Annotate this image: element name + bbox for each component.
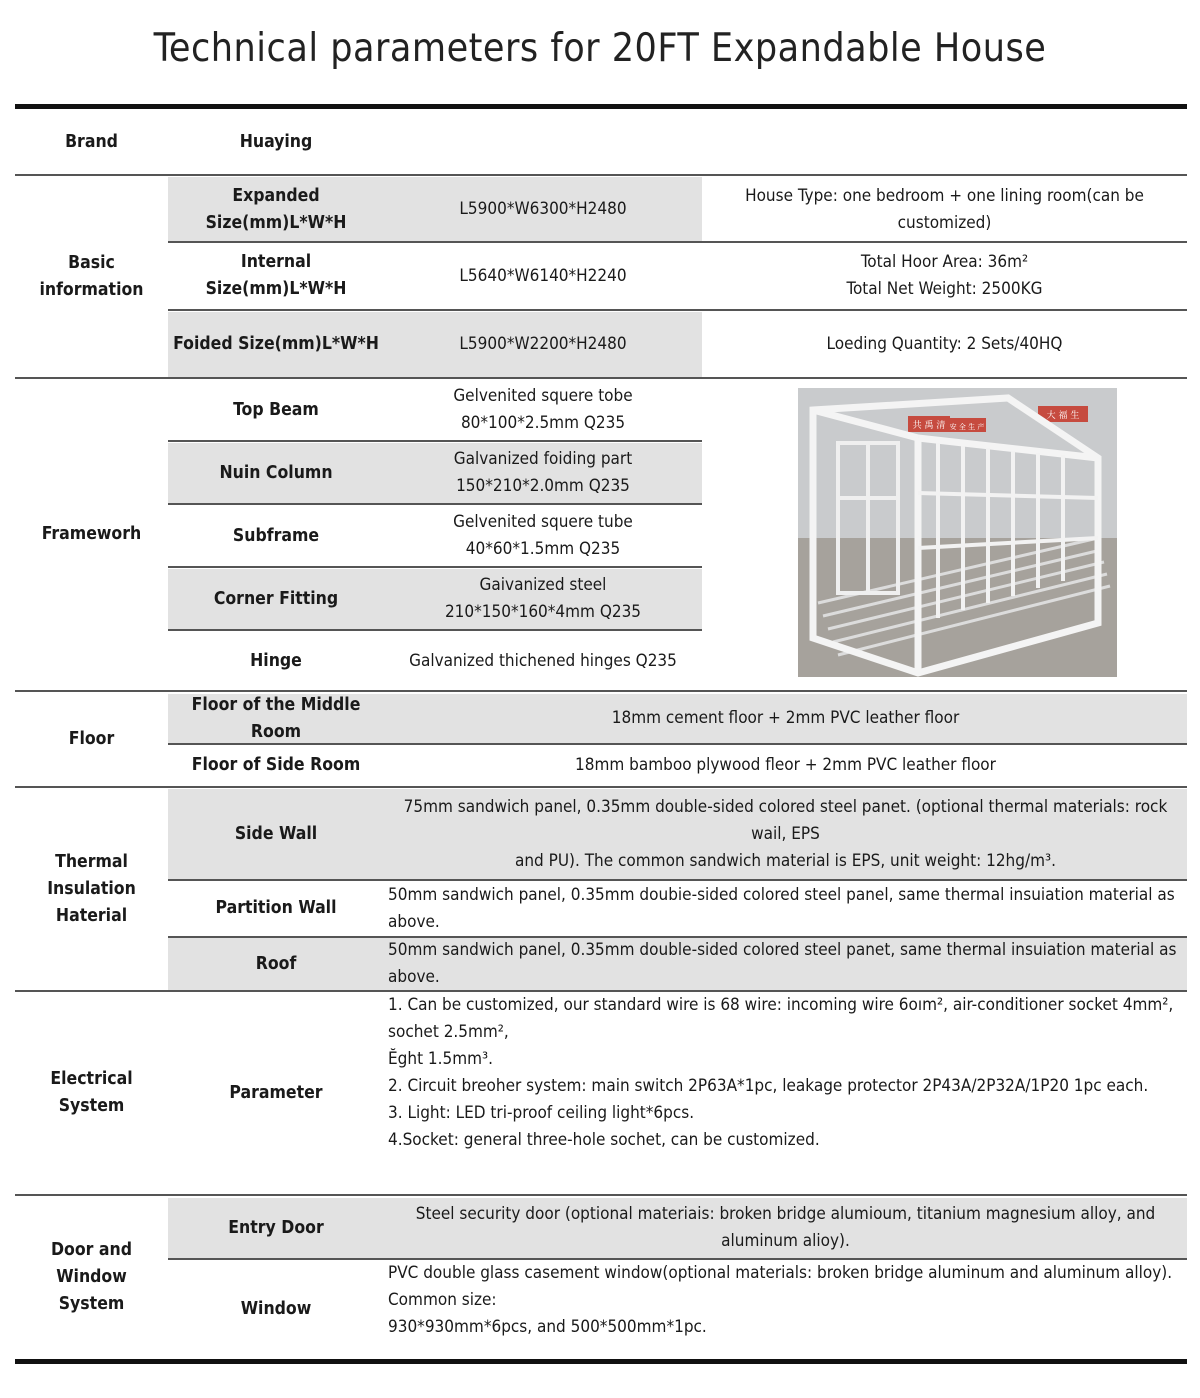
electrical-parameter-spec bbox=[388, 992, 1187, 1194]
electrical-category bbox=[15, 992, 168, 1194]
partition-wall-label: Partition Wall bbox=[215, 898, 337, 918]
folded-size-value: L5900*W2200*H2480 bbox=[459, 334, 627, 354]
category-line: Door and bbox=[50, 1240, 133, 1260]
floor-category: Floor bbox=[68, 728, 115, 749]
roof-label: Roof bbox=[255, 953, 297, 974]
framework-photo bbox=[798, 388, 1117, 677]
divider bbox=[168, 629, 702, 631]
steel-frame-illustration bbox=[798, 388, 1117, 677]
side-wall-spec bbox=[384, 789, 1187, 879]
loading-quantity-note: Loeding Quantity: 2 Sets/40HQ bbox=[826, 334, 1063, 354]
spec-line: PVC double glass casement window(optional materials: broken bridge aluminum and aluminum alloy). Common size: bbox=[388, 1263, 1173, 1310]
entry-door-spec: Steel security door (optional materiais: broken bridge alumioum, titanium magnesium alloy, and aluminum alioy). bbox=[415, 1204, 1156, 1251]
window-spec bbox=[388, 1260, 1187, 1359]
divider bbox=[168, 440, 702, 442]
top-beam-spec bbox=[384, 380, 702, 440]
spec-line: Gelvenited squere tube bbox=[453, 512, 633, 532]
divider bbox=[15, 786, 1187, 788]
divider bbox=[168, 309, 1187, 311]
divider bbox=[168, 566, 702, 568]
house-type-note: House Type: one bedroom + one lining room(can be customized) bbox=[745, 185, 1144, 233]
corner-fitting-spec bbox=[384, 569, 702, 629]
main-column-label: Nuin Column bbox=[219, 462, 333, 483]
category-line: System bbox=[58, 1294, 125, 1314]
top-rule bbox=[15, 104, 1187, 109]
hinge-label: Hinge bbox=[250, 650, 302, 671]
spec-line: Ĕght 1.5mm³. bbox=[388, 1049, 494, 1069]
middle-room-floor-label: Floor of the Middle Room bbox=[191, 694, 361, 742]
divider bbox=[168, 503, 702, 505]
category-line: System bbox=[58, 1096, 125, 1116]
spec-line: Galvanized foiding part bbox=[453, 449, 633, 469]
photo-sign: 安 全 生 产 bbox=[949, 423, 985, 431]
spec-line: 150*210*2.0mm Q235 bbox=[456, 476, 630, 496]
category-line: Thermal bbox=[55, 851, 128, 872]
floor-area-text: Total Hoor Area: 36m² bbox=[860, 252, 1029, 272]
divider bbox=[15, 1194, 1187, 1196]
spec-line: Gelvenited squere tobe bbox=[453, 386, 633, 406]
photo-sign: 大 福 生 bbox=[1046, 411, 1080, 421]
window-label: Window bbox=[240, 1299, 312, 1319]
thermal-insulation-category bbox=[15, 788, 168, 990]
door-window-category bbox=[15, 1196, 168, 1359]
bottom-rule bbox=[15, 1359, 1187, 1364]
basic-info-category: Basic information bbox=[39, 252, 144, 300]
category-line: Electrical bbox=[50, 1069, 133, 1089]
spec-line: 3. Light: LED tri-proof ceiling light*6pcs. bbox=[388, 1103, 695, 1123]
corner-fitting-label: Corner Fitting bbox=[213, 588, 339, 609]
brand-value: Huaying bbox=[239, 131, 313, 152]
category-line: Haterial bbox=[55, 905, 128, 926]
spec-line: 2. Circuit breoher system: main switch 2P63A*1pc, leakage protector 2P43A/2P32A/1P20 1pc each. bbox=[388, 1076, 1149, 1096]
spec-line: 75mm sandwich panel, 0.35mm double-sided colored steel panet. (optional thermal materials: rock wail, EPS bbox=[403, 796, 1168, 844]
parameter-label: Parameter bbox=[229, 1082, 323, 1103]
spec-line: 930*930mm*6pcs, and 500*500mm*1pc. bbox=[388, 1317, 707, 1337]
spec-line: 40*60*1.5mm Q235 bbox=[465, 539, 621, 559]
internal-size-label: Internal Size(mm)L*W*H bbox=[205, 252, 347, 299]
expanded-size-label: Expanded Size(mm)L*W*H bbox=[205, 185, 347, 233]
page-title: Technical parameters for 20FT Expandable House bbox=[153, 26, 1047, 71]
expanded-size-value: L5900*W6300*H2480 bbox=[459, 199, 627, 219]
internal-size-value: L5640*W6140*H2240 bbox=[459, 265, 627, 286]
subframe-spec bbox=[384, 506, 702, 566]
brand-label: Brand bbox=[65, 131, 118, 152]
area-weight-note bbox=[702, 243, 1187, 309]
folded-size-label: Foided Size(mm)L*W*H bbox=[173, 334, 379, 354]
side-room-floor-label: Floor of Side Room bbox=[191, 755, 361, 775]
spec-line: 80*100*2.5mm Q235 bbox=[460, 413, 626, 433]
top-beam-label: Top Beam bbox=[233, 399, 319, 420]
roof-spec: 50mm sandwich panel, 0.35mm double-sided colored steel panet, same thermal insuiation material as above. bbox=[388, 940, 1177, 987]
spec-line: 210*150*160*4mm Q235 bbox=[444, 602, 642, 622]
category-line: Window bbox=[56, 1267, 127, 1287]
subframe-label: Subframe bbox=[232, 525, 320, 546]
net-weight-text: Total Net Weight: 2500KG bbox=[846, 279, 1043, 299]
category-line: Insulation bbox=[47, 878, 136, 899]
hinge-spec: Galvanized thichened hinges Q235 bbox=[409, 650, 677, 671]
entry-door-label: Entry Door bbox=[228, 1217, 324, 1238]
spec-line: and PU). The common sandwich material is EPS, unit weight: 12hg/m³. bbox=[514, 850, 1057, 871]
main-column-spec bbox=[384, 443, 702, 503]
spec-line: 1. Can be customized, our standard wire is 68 wire: incoming wire 6oım², air-conditioner socket 4mm², sochet 2.5mm², bbox=[388, 995, 1174, 1042]
partition-wall-spec: 50mm sandwich panel, 0.35mm doubie-sided colored steel panel, same thermal insuiation material as above. bbox=[388, 884, 1175, 932]
spec-line: Gaivanized steel bbox=[479, 575, 607, 595]
middle-room-floor-value: 18mm cement floor + 2mm PVC leather floor bbox=[611, 708, 960, 728]
divider bbox=[15, 174, 1187, 176]
framework-category: Frameworh bbox=[41, 524, 142, 544]
side-room-floor-value: 18mm bamboo plywood fleor + 2mm PVC leather floor bbox=[575, 755, 996, 775]
divider bbox=[15, 377, 1187, 379]
spec-line: 4.Socket: general three-hole sochet, can be customized. bbox=[388, 1130, 820, 1150]
photo-sign: 共 禹 清 bbox=[912, 421, 946, 431]
side-wall-label: Side Wall bbox=[234, 823, 318, 844]
